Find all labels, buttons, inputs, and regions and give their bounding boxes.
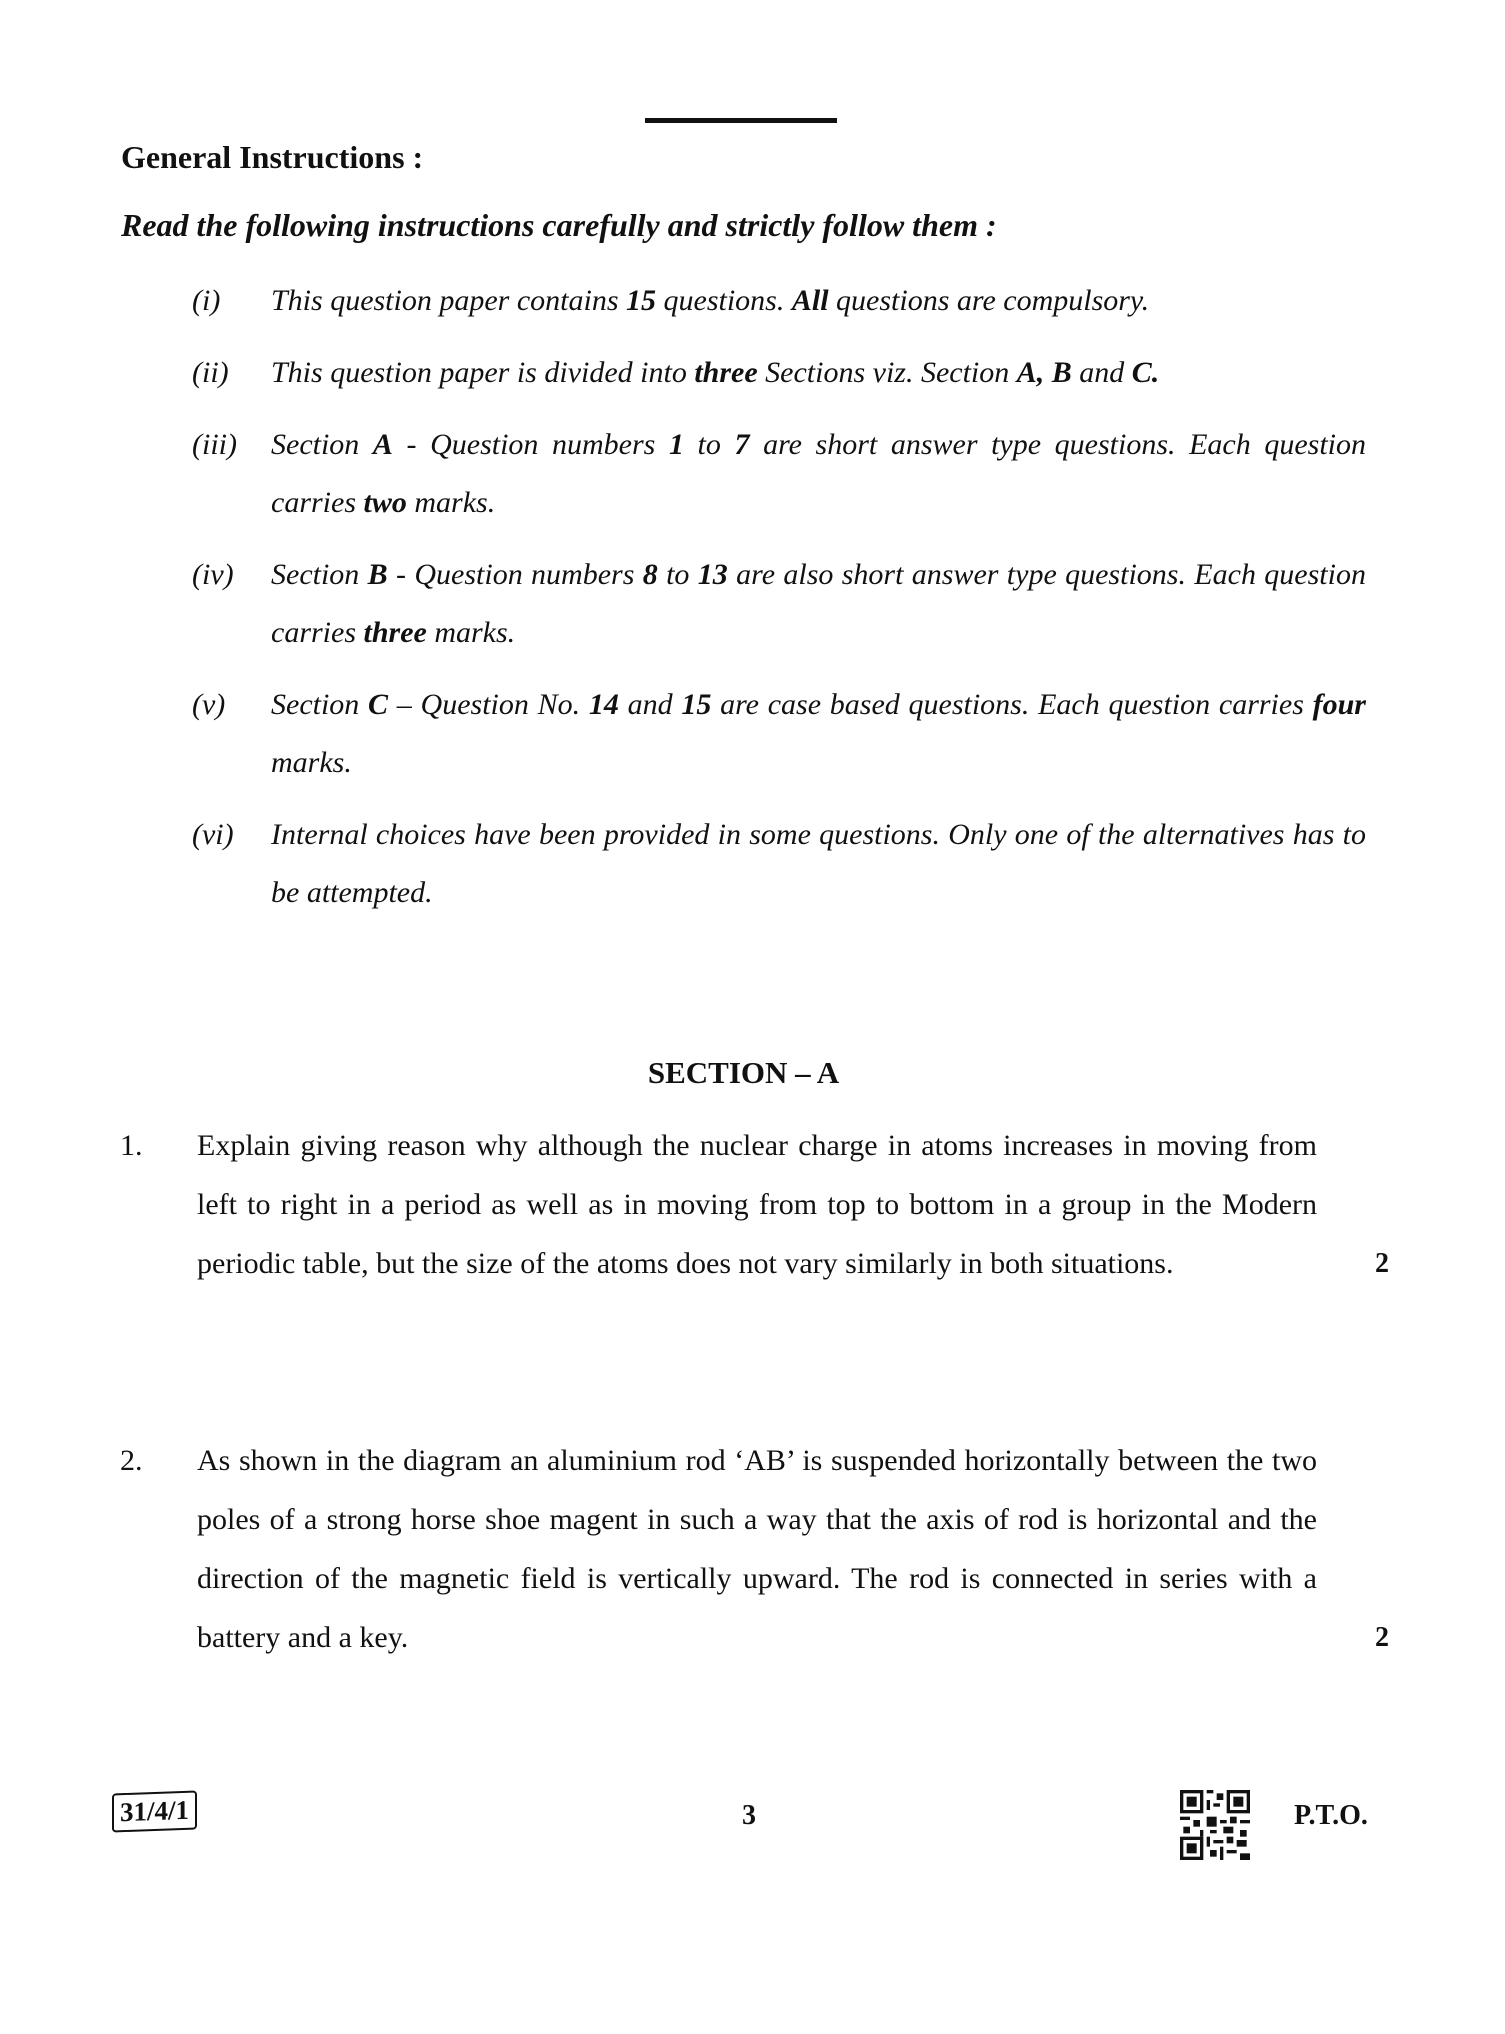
instruction-number: (i) — [192, 284, 221, 317]
instruction-text — [271, 272, 1366, 330]
question-number: 2. — [120, 1444, 143, 1477]
page-number: 3 — [742, 1800, 756, 1831]
instructions-subheading: Read the following instructions carefully and strictly follow them : — [121, 207, 997, 243]
instruction-item — [0, 676, 1505, 792]
instruction-text — [271, 546, 1366, 662]
emphasis-text: 15 — [681, 688, 712, 721]
emphasis-text: 13 — [697, 558, 728, 591]
instruction-item — [0, 806, 1505, 922]
qr-code-icon — [1180, 1790, 1250, 1860]
instruction-fragment: Sections viz. Section — [757, 356, 1017, 389]
instruction-fragment: marks. — [271, 746, 352, 779]
emphasis-text: two — [363, 486, 407, 519]
paper-code: 31/4/1 — [112, 1791, 197, 1833]
emphasis-text: B — [367, 558, 388, 591]
question-item — [0, 1116, 1505, 1293]
instruction-fragment: - Question numbers — [387, 558, 643, 591]
section-title: SECTION – A — [647, 1055, 840, 1090]
instruction-fragment: – Question No. — [388, 688, 589, 721]
instruction-fragment: are also short answer type questions. Each question carries — [271, 558, 1366, 649]
instruction-text — [271, 806, 1366, 922]
instruction-fragment — [1044, 356, 1052, 389]
instruction-fragment: to — [683, 428, 735, 461]
emphasis-text: 14 — [588, 688, 619, 721]
instruction-fragment: and — [1071, 356, 1132, 389]
instruction-fragment: marks. — [426, 616, 516, 649]
instruction-number: (vi) — [192, 818, 234, 851]
instruction-fragment: questions. — [656, 284, 792, 317]
instruction-fragment: and — [618, 688, 682, 721]
instruction-fragment: Section — [271, 558, 368, 591]
instruction-item — [0, 416, 1505, 532]
instruction-item — [0, 344, 1505, 402]
instruction-text — [271, 676, 1366, 792]
emphasis-text: C — [368, 688, 389, 721]
instruction-fragment: are case based questions. Each question carries — [711, 688, 1313, 721]
emphasis-text: three — [363, 616, 427, 649]
emphasis-text: 1 — [668, 428, 684, 461]
instruction-number: (ii) — [192, 356, 229, 389]
instruction-number: (v) — [192, 688, 226, 721]
question-marks: 2 — [1375, 1248, 1389, 1279]
emphasis-text: B — [1051, 356, 1072, 389]
instruction-fragment: This question paper contains — [271, 284, 627, 317]
emphasis-text: A — [372, 428, 393, 461]
question-number: 1. — [120, 1129, 143, 1162]
emphasis-text: All — [791, 284, 829, 317]
instruction-fragment: are short answer type questions. Each question carries — [271, 428, 1366, 519]
question-marks: 2 — [1375, 1622, 1389, 1653]
top-rule — [645, 118, 837, 123]
emphasis-text: 15 — [626, 284, 657, 317]
emphasis-text: 7 — [734, 428, 750, 461]
emphasis-text: A, — [1016, 356, 1045, 389]
question-item — [0, 1431, 1505, 1667]
emphasis-text: three — [694, 356, 758, 389]
instruction-fragment: Section — [271, 428, 373, 461]
instruction-number: (iv) — [192, 558, 234, 591]
instruction-fragment: This question paper is divided into — [271, 356, 695, 389]
instruction-fragment: Internal choices have been provided in some questions. Only one of the alternatives has to be attempted. — [271, 818, 1366, 909]
instruction-fragment: Section — [271, 688, 369, 721]
instruction-fragment: marks. — [406, 486, 496, 519]
emphasis-text: four — [1312, 688, 1366, 721]
instruction-text — [271, 344, 1366, 402]
instruction-text — [271, 416, 1366, 532]
instruction-item — [0, 272, 1505, 330]
general-instructions-heading: General Instructions : — [121, 139, 424, 175]
instruction-number: (iii) — [192, 428, 237, 461]
instruction-fragment: - Question numbers — [392, 428, 669, 461]
emphasis-text: 8 — [642, 558, 658, 591]
emphasis-text: C. — [1131, 356, 1160, 389]
question-text: As shown in the diagram an aluminium rod ‘AB’ is suspended horizontally between the two poles of a strong horse shoe magent in such a way that the axis of rod is horizontal and the direction of the magnetic field is vertically upward. The rod is connected in series with a battery and a key. — [197, 1444, 1317, 1654]
instruction-fragment: questions are compulsory. — [828, 284, 1150, 317]
instruction-list — [0, 272, 1505, 936]
pto-label: P.T.O. — [1294, 1800, 1368, 1831]
question-text: Explain giving reason why although the nuclear charge in atoms increases in moving from left to right in a period as well as in moving from top to bottom in a group in the Modern periodic table, but the size of the atoms does not vary similarly in both situations. — [197, 1129, 1317, 1280]
instruction-fragment: to — [657, 558, 698, 591]
instruction-item — [0, 546, 1505, 662]
